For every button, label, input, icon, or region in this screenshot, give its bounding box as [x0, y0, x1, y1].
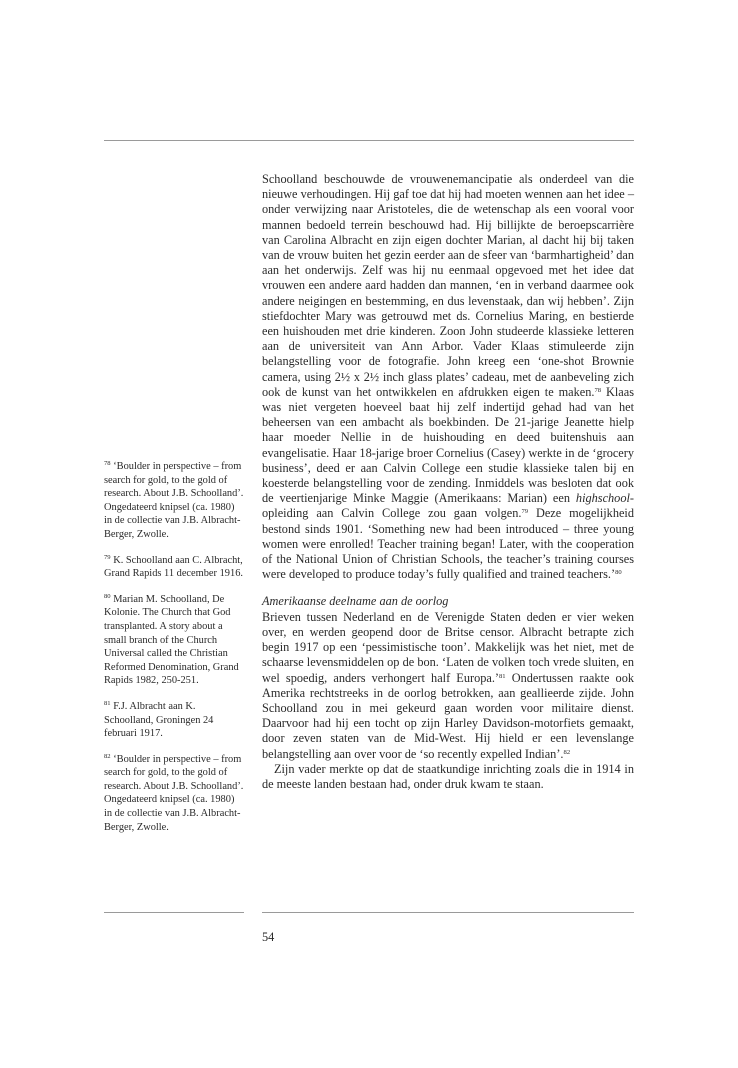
footnote-ref-81: 81	[499, 672, 506, 680]
footnote-78	[104, 460, 244, 542]
footnote-ref-80: 80	[615, 569, 622, 577]
footnote-number: 80	[104, 592, 111, 600]
footnote-number: 82	[104, 752, 111, 760]
paragraph-2	[262, 610, 634, 762]
footnote-80	[104, 593, 244, 688]
footnote-text: F.J. Albracht aan K. Schoolland, Groningen 24 februari 1917.	[104, 700, 214, 740]
footnote-81	[104, 700, 244, 741]
section-heading: Amerikaanse deelname aan de oorlog	[262, 594, 449, 609]
footnote-text: ‘Boulder in perspective – from search for gold, to the gold of research. About J.B. Schoolland’. Ongedateerd knipsel (ca. 1980) in de collectie van J.B. Albracht-Berger, Zwolle.	[104, 753, 244, 833]
footer-rule	[262, 912, 634, 913]
paragraph-1	[262, 172, 634, 582]
footnote-number: 78	[104, 460, 111, 467]
header-rule	[104, 140, 634, 141]
text-run: Klaas was niet vergeten hoeveel baat hij zelf indertijd gehad had van het beheersen van een ambacht als boekbinden. De 21-jarige Jeanette hielp haar moeder Nellie in de huishouding en deed buitenshuis aan evangelisatie. Haar 18-jarige broer Cornelius (Casey) werkte in de ‘grocery business’, deed er aan Calvin College een studie klassieke talen bij en koesterde belangstelling voor de zending. Inmiddels was besloten dat ook de veertienjarige Minke Maggie (Amerikaans: Marian) een	[262, 384, 634, 506]
footnote-number: 81	[104, 699, 111, 707]
paragraph-3: Zijn vader merkte op dat de staatkundige inrichting zoals die in 1914 in de meeste landen bestaan had, onder druk kwam te staan.	[262, 761, 634, 791]
page-number: 54	[262, 930, 275, 944]
text-run: -opleiding aan Calvin College zou gaan volgen.	[262, 491, 634, 521]
body-text	[262, 172, 634, 792]
footnote-number: 79	[104, 553, 111, 561]
italic-run: highschool	[575, 491, 630, 506]
footnote-ref-78: 78	[594, 386, 602, 394]
footnote-text: K. Schoolland aan C. Albracht, Grand Rapids 11 december 1916.	[104, 554, 243, 580]
text-run: Brieven tussen Nederland en de Verenigde Staten deden er vier weken over, en werden geopend door de Britse censor. Albracht betrapte zich begin 1917 op een ‘pessimistische toon’. Makkelijk was het niet, met de schaarse levensmiddelen op de bon. ‘Laten de volken toch vrede sluiten, en wel spoedig, anders verhongert half Europa.’	[262, 609, 634, 685]
text-run: Schoolland beschouwde de vrouwenemancipatie als onderdeel van die nieuwe verhoudingen. Hij gaf toe dat hij had moeten wennen aan het idee – onder verwijzing naar Aristoteles, die de wetenschap als een vooral voor mannen bedoeld terrein beschouwd had. Hij billijkte de beroepscarrière van Carolina Albracht en zijn eigen dochter Marian, al dacht hij bij taken van de vrouw buiten het gezin eerder aan de sfeer van ‘barmhartigheid’ dan aan het onderwijs. Zelf was hij nu eenmaal opgevoed met het idee dat vrouwen een andere aard hadden dan mannen, ‘en in verband daarmee ook andere neigingen en bestemming, en dus levenstaak, dan wij hebben’. Zijn stiefdochter Mary was getrouwd met ds. Cornelius Maring, en bestierde een huishouden met drie kinderen. Zoon John studeerde klassieke letteren aan de universiteit van Ann Arbor. Vader Klaas stimuleerde zijn belangstelling voor de fotografie. John kreeg een ‘one-shot Brownie camera, using 2½ x 2½ inch glass plates’ cadeau, met de aanbeveling zich ook de kunst van het ontwikkelen en afdrukken eigen te maken.	[262, 172, 634, 399]
footnote-ref-79: 79	[521, 508, 529, 516]
text-run: Deze mogelijkheid bestond sinds 1901. ‘Something new had been introduced – three young women were enrolled! Teacher training began! Later, with the cooperation of the National Union of Christian Schools, the teacher’s training courses were developed to produce today’s fully qualified and trained teachers.’	[262, 506, 634, 582]
footnote-82	[104, 753, 244, 835]
footnotes-bottom-rule	[104, 912, 244, 913]
text-run: Ondertussen raakte ook Amerika rechtstreeks in de oorlog betrokken, aan geallieerde zijde. John Schoolland zou in mei gekeurd gaan worden voor militaire dienst. Daarvoor had hij een tocht op zijn Harley Davidson-motorfiets gemaakt, door zeven staten van de Mid-West. Hij hield er een levenslange belangstelling aan over voor de ‘so recently expelled Indian’.	[262, 670, 634, 761]
footnote-79	[104, 554, 244, 581]
footnote-ref-82: 82	[563, 748, 571, 756]
footnotes-column	[104, 460, 244, 846]
footnote-text: ‘Boulder in perspective – from search for gold, to the gold of research. About J.B. Schoolland’. Ongedateerd knipsel (ca. 1980) in de collectie van J.B. Albracht-Berger, Zwolle.	[104, 461, 244, 540]
footnote-text: Marian M. Schoolland, De Kolonie. The Church that God transplanted. A story about a small branch of the Church Universal called the Christian Reformed Denomination, Grand Rapids 1982, 250-251.	[104, 593, 239, 687]
